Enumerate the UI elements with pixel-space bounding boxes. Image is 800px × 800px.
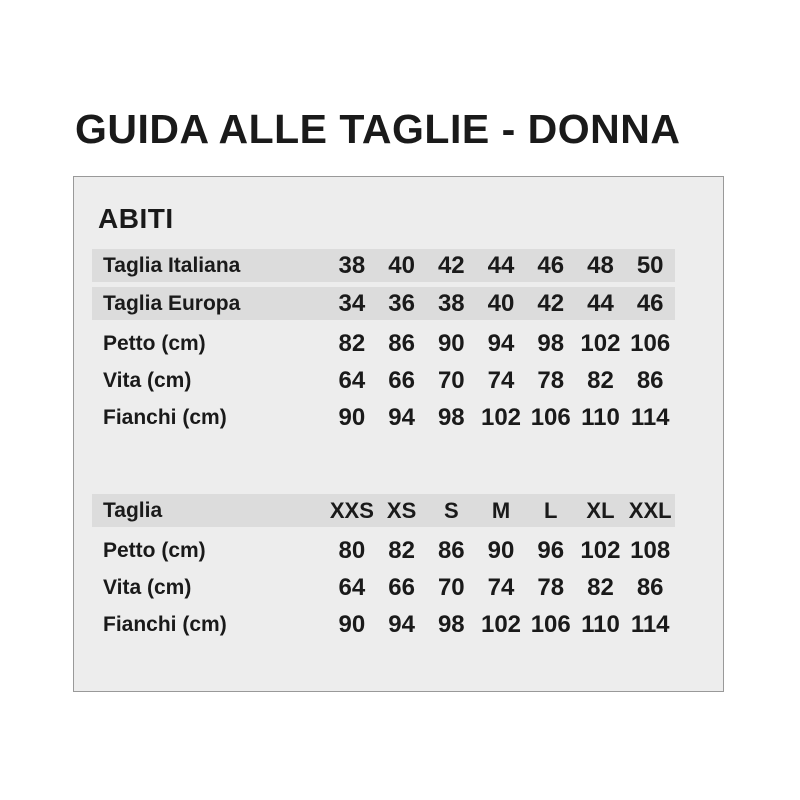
row-label: Vita (cm) (103, 368, 192, 392)
size-value: 98 (437, 610, 465, 638)
size-value: 64 (338, 573, 366, 601)
page-title: GUIDA ALLE TAGLIE - DONNA (75, 106, 681, 152)
size-value: 64 (338, 366, 366, 394)
size-value: 86 (388, 329, 415, 357)
size-value: 102 (580, 329, 621, 357)
size-value: 66 (388, 366, 415, 394)
size-value: 78 (537, 366, 565, 394)
size-guide-panel (73, 176, 724, 692)
section-heading-abiti: ABITI (98, 203, 174, 234)
size-value: 98 (437, 403, 465, 431)
row-label: Taglia (103, 498, 163, 522)
size-value: 86 (636, 573, 664, 601)
size-value: 108 (630, 536, 671, 564)
table-row-taglia-europa (92, 287, 675, 320)
table-row-taglia (92, 494, 675, 527)
size-value: 94 (487, 329, 515, 357)
table-row-fianchi (92, 606, 675, 643)
letter-size-table (92, 494, 675, 643)
size-value: 110 (581, 403, 620, 431)
size-value: 82 (587, 573, 614, 601)
table-row-vita (92, 362, 675, 399)
size-value: XS (386, 497, 417, 523)
size-value: XXL (628, 497, 672, 523)
size-value: XXS (329, 497, 374, 523)
row-label: Petto (cm) (103, 331, 206, 355)
table-row-petto (92, 532, 675, 569)
size-value: 78 (537, 573, 565, 601)
size-value: 34 (338, 289, 366, 317)
size-value: 74 (487, 573, 515, 601)
size-value: 86 (636, 366, 664, 394)
size-value: 70 (437, 366, 465, 394)
size-value: 98 (537, 329, 565, 357)
size-value: 82 (338, 329, 366, 357)
size-value: 36 (388, 289, 415, 317)
size-value: S (443, 497, 459, 523)
size-value: 114 (630, 610, 670, 638)
size-value: 102 (480, 403, 522, 431)
size-value: 82 (388, 536, 415, 564)
size-value: 110 (581, 610, 620, 638)
size-value: 66 (388, 573, 415, 601)
size-value: M (491, 497, 511, 523)
size-value: 94 (388, 610, 415, 638)
size-value: 38 (338, 251, 366, 279)
row-label: Petto (cm) (103, 538, 206, 562)
size-value: 44 (587, 289, 614, 317)
size-value: 50 (636, 251, 664, 279)
size-value: 90 (338, 403, 366, 431)
numeric-size-table (92, 249, 675, 436)
size-value: 94 (388, 403, 415, 431)
size-value: 48 (587, 251, 614, 279)
row-label: Vita (cm) (103, 575, 192, 599)
row-label: Fianchi (cm) (103, 405, 227, 429)
row-label: Taglia Europa (103, 291, 241, 315)
size-value: 46 (537, 251, 565, 279)
table-row-petto (92, 325, 675, 362)
size-value: 90 (487, 536, 515, 564)
size-value: 46 (636, 289, 664, 317)
size-value: 74 (487, 366, 515, 394)
size-value: 82 (587, 366, 614, 394)
table-row-fianchi (92, 399, 675, 436)
size-value: 70 (437, 573, 465, 601)
size-value: L (544, 497, 558, 523)
size-value: 40 (487, 289, 515, 317)
table-row-vita (92, 569, 675, 606)
size-value: 42 (437, 251, 465, 279)
size-value: 106 (630, 329, 671, 357)
size-value: 40 (388, 251, 415, 279)
size-value: 90 (437, 329, 465, 357)
size-value: 102 (480, 610, 522, 638)
size-value: 114 (630, 403, 670, 431)
size-value: 44 (487, 251, 515, 279)
size-value: XL (586, 497, 615, 523)
size-value: 102 (580, 536, 621, 564)
size-value: 96 (537, 536, 565, 564)
size-value: 106 (530, 610, 571, 638)
size-value: 86 (437, 536, 465, 564)
size-value: 38 (437, 289, 465, 317)
size-value: 106 (530, 403, 571, 431)
row-label: Fianchi (cm) (103, 612, 227, 636)
size-value: 80 (338, 536, 366, 564)
size-value: 90 (338, 610, 366, 638)
size-value: 42 (537, 289, 565, 317)
row-label: Taglia Italiana (103, 253, 241, 277)
table-row-taglia-italiana (92, 249, 675, 282)
